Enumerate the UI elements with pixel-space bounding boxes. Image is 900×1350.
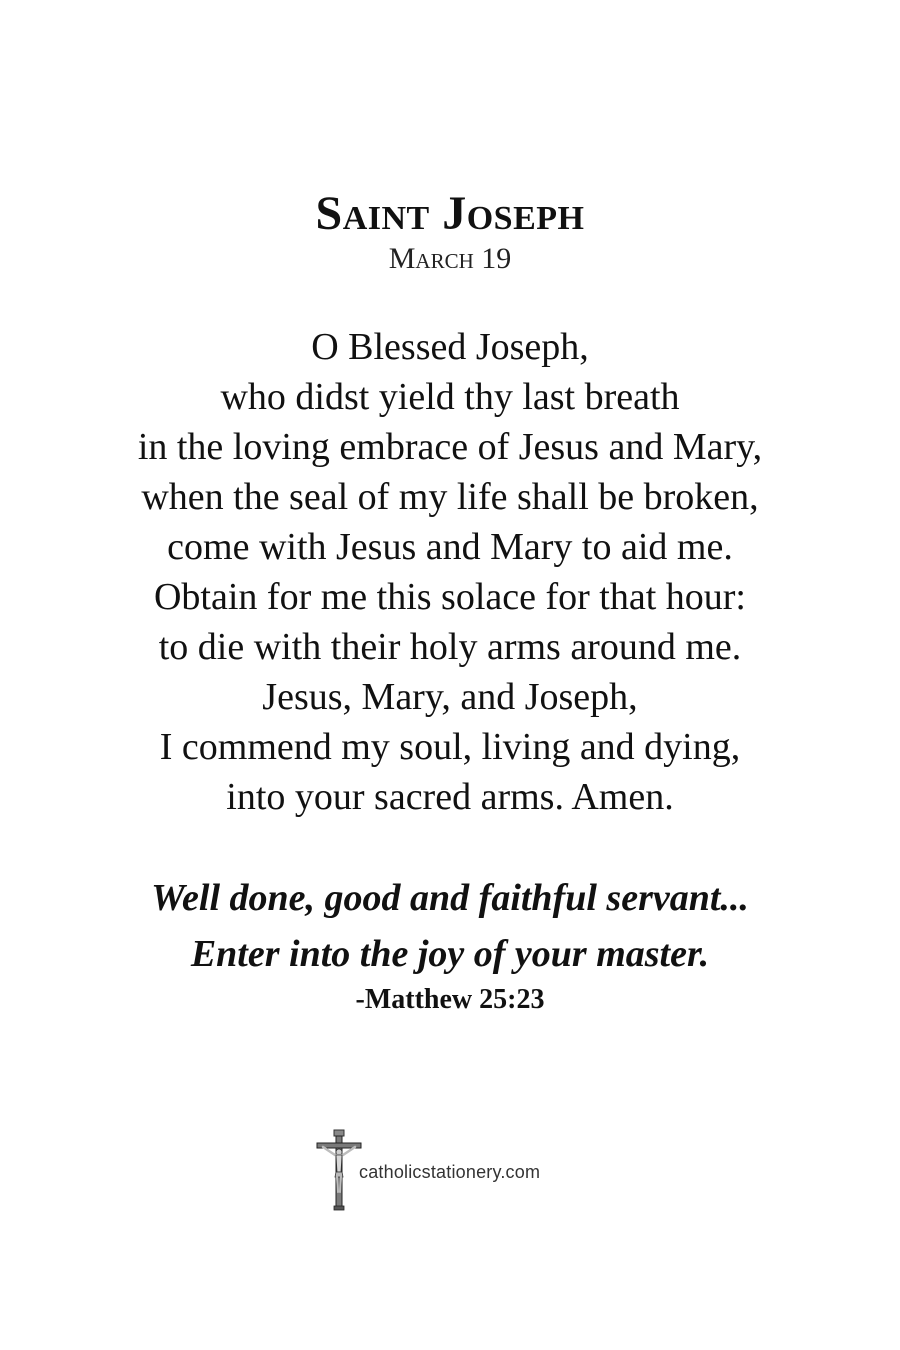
prayer-line: Jesus, Mary, and Joseph, <box>262 676 638 718</box>
prayer-line: when the seal of my life shall be broken, <box>141 476 759 518</box>
page-title: Saint Joseph <box>315 187 585 240</box>
prayer-line: who didst yield thy last breath <box>220 376 680 418</box>
prayer-line: into your sacred arms. Amen. <box>226 776 674 818</box>
feast-date: March 19 <box>388 242 512 275</box>
scripture-citation: -Matthew 25:23 <box>355 984 545 1015</box>
crucifix-icon <box>315 1128 363 1212</box>
prayer-line: Obtain for me this solace for that hour: <box>153 576 746 618</box>
footer-logo <box>315 1128 615 1212</box>
prayer-line: I commend my soul, living and dying, <box>159 726 741 768</box>
website-label: catholicstationery.com <box>359 1162 541 1182</box>
quote-line: Well done, good and faithful servant... <box>151 877 749 919</box>
prayer-line: in the loving embrace of Jesus and Mary, <box>137 426 763 468</box>
prayer-line: come with Jesus and Mary to aid me. <box>167 526 733 568</box>
quote-line: Enter into the joy of your master. <box>190 933 710 975</box>
prayer-line: to die with their holy arms around me. <box>158 626 742 668</box>
scripture-quote <box>0 870 900 982</box>
prayer-text <box>0 322 900 822</box>
prayer-line: O Blessed Joseph, <box>311 326 589 368</box>
